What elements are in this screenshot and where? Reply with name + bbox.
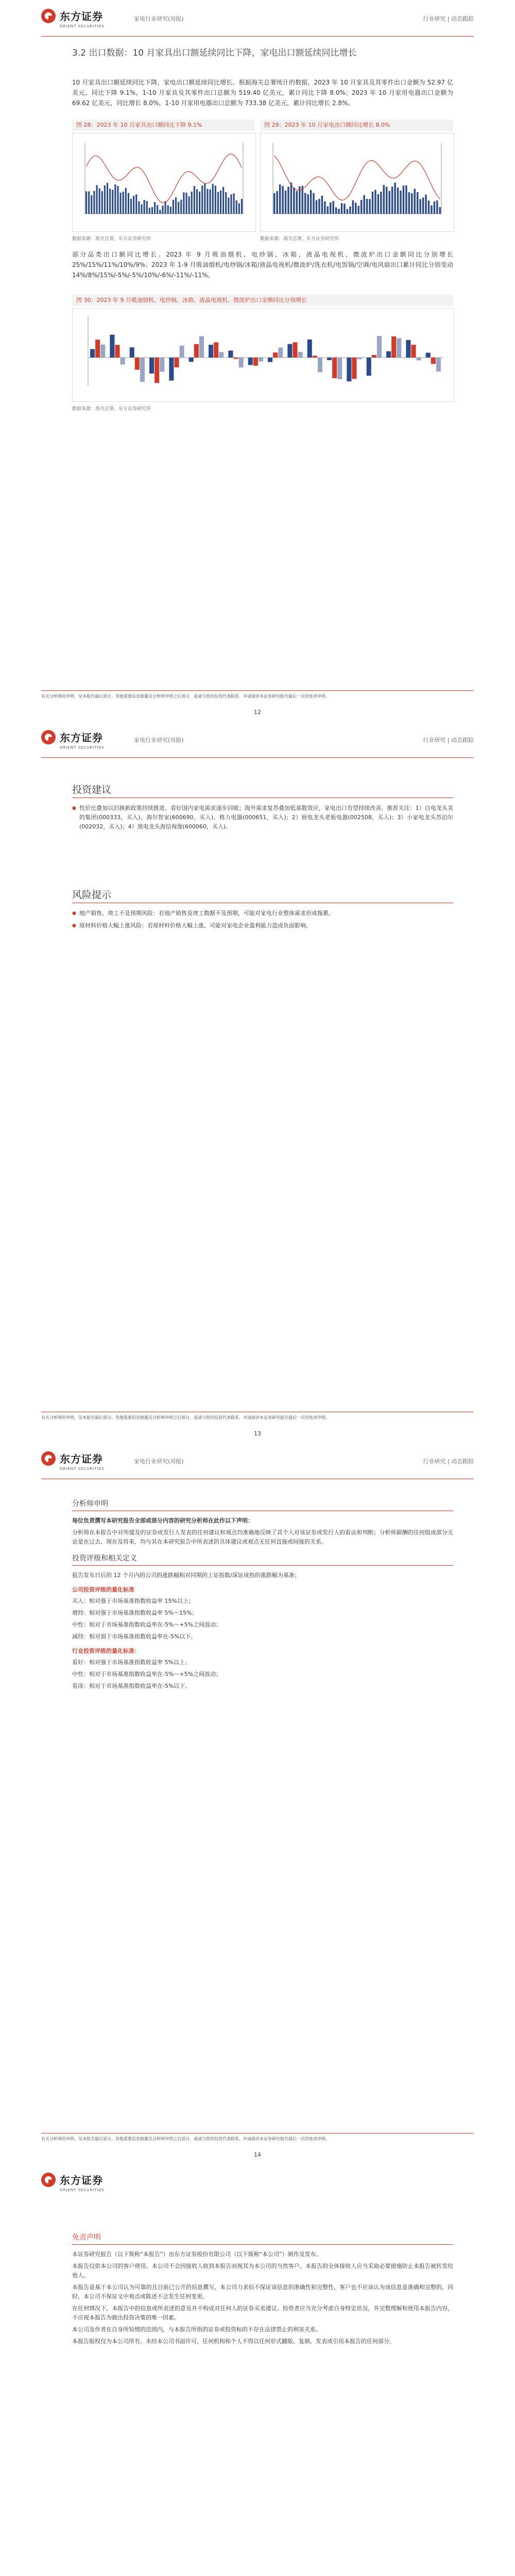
bar bbox=[377, 194, 379, 214]
header-title: 家电行业研究(周报) bbox=[134, 15, 184, 22]
bar bbox=[165, 201, 166, 214]
footer-note: 有关分析师的申明，见本报告最后部分。其他重要信息披露见分析师申明之后部分，或请与您的投资代表联系。并请阅读本证券研究报告最后一页的免责申明。 bbox=[41, 694, 330, 699]
bar bbox=[130, 199, 132, 214]
bar bbox=[374, 190, 376, 214]
heading-rule bbox=[72, 2244, 453, 2245]
bar bbox=[180, 346, 184, 358]
heading-rule bbox=[72, 1565, 453, 1566]
source-note: 数据来源：海关总署，东方证券研究所 bbox=[260, 236, 339, 242]
bar bbox=[304, 193, 306, 214]
bar bbox=[196, 189, 198, 214]
bar bbox=[391, 336, 396, 358]
bar bbox=[302, 186, 303, 214]
bar bbox=[285, 191, 286, 214]
bar bbox=[178, 202, 179, 214]
bar bbox=[406, 340, 410, 358]
grouped-bar-chart bbox=[73, 309, 454, 401]
bar bbox=[419, 199, 421, 214]
chart-appliance-export bbox=[260, 133, 454, 232]
heading-company-rating: 公司投资评级的量化标准 bbox=[72, 1586, 134, 1593]
bar bbox=[100, 345, 105, 358]
bar bbox=[259, 358, 263, 362]
disclaimer-block bbox=[72, 2226, 453, 2349]
bar bbox=[173, 200, 174, 214]
bar bbox=[405, 185, 407, 214]
header-subtitle: 行业研究 | 动态跟踪 bbox=[423, 1458, 474, 1465]
bar bbox=[436, 358, 441, 371]
bar bbox=[279, 184, 281, 214]
bar bbox=[170, 207, 171, 214]
bar bbox=[85, 191, 87, 214]
bar bbox=[436, 200, 438, 214]
page-number: 12 bbox=[254, 709, 261, 716]
bar bbox=[431, 206, 432, 214]
bar bbox=[330, 202, 331, 214]
paragraph: 10 月家具出口额延续同比下降，家电出口额延续同比增长。根据海关总署统计的数据，2023 年 10 月家具及其零件出口金额为 52.97 亿美元，同比下降 9.1%，1-10 月家具及其零件出口总额为 519.40 亿美元，累计同比下降 8.0%；2023 年 10 月家用电器出口金额为 69.62 亿美元，同比增长 8.0%，1-10 月家用电器出口总额为 733.38 亿美元，累计同比增长 2.8%。 bbox=[72, 79, 453, 107]
bar bbox=[180, 200, 182, 214]
logo-icon bbox=[41, 730, 56, 744]
bar bbox=[241, 199, 243, 214]
bar bbox=[344, 204, 345, 214]
bar bbox=[307, 340, 312, 358]
bar bbox=[352, 358, 356, 379]
company-rating-buy: 买入：相对强于市场基准指数收益率 15%以上； bbox=[72, 1598, 194, 1604]
disclaimer-para: 本报告是基于本公司认为可靠的且目前已公开的信息撰写，本公司力求但不保证该信息的准确性和完整性，客户也不应该认为该信息是准确和完整的。同时，本公司不保证文中观点或陈述不会发生任何变更。 bbox=[72, 2284, 453, 2300]
figure-caption: 图 29：2023 年 10 月家电出口额同比增长 8.0% bbox=[260, 120, 453, 131]
page-13 bbox=[0, 721, 515, 1443]
risk-item: ● 原材料价格大幅上涨风险：若原材料价格大幅上涨，可能对家电企业盈利能力造成负面影响。 bbox=[72, 921, 453, 930]
bar bbox=[107, 183, 108, 214]
bar bbox=[394, 182, 396, 214]
bar bbox=[238, 203, 240, 214]
bar bbox=[109, 189, 111, 214]
bar bbox=[377, 336, 382, 358]
heading-industry-rating: 行业投资评级的量化标准： bbox=[72, 1648, 140, 1654]
bar bbox=[219, 352, 224, 358]
bar bbox=[125, 188, 127, 214]
bar bbox=[273, 193, 275, 214]
bar bbox=[225, 192, 227, 214]
bar bbox=[391, 187, 393, 214]
heading-disclaimer: 免责声明 bbox=[72, 2233, 101, 2242]
bar bbox=[93, 191, 95, 214]
bar bbox=[357, 358, 362, 359]
bar bbox=[307, 194, 308, 214]
bar bbox=[248, 358, 253, 365]
page-number: 13 bbox=[254, 1430, 261, 1437]
bar bbox=[417, 192, 418, 214]
bar bbox=[372, 355, 376, 358]
bar bbox=[138, 201, 140, 214]
bar bbox=[174, 358, 179, 367]
bar bbox=[414, 189, 416, 214]
industry-rating-under: 看淡：相对于市场基准指数收益率在-5%以下。 bbox=[72, 1683, 191, 1689]
chart-furniture-export bbox=[72, 133, 256, 232]
logo: 东方证券 ORIENT SECURITIES bbox=[41, 8, 105, 28]
heading-rating: 投资评级和相关定义 bbox=[72, 1554, 137, 1563]
company-rating-reduce: 减持：相对弱于市场基准指数收益率在-5%以下。 bbox=[72, 1633, 197, 1640]
header-subtitle: 行业研究 | 动态跟踪 bbox=[423, 737, 474, 743]
bar bbox=[422, 197, 424, 214]
bar bbox=[276, 191, 278, 214]
bar bbox=[130, 347, 134, 358]
bar bbox=[318, 358, 322, 372]
header-subtitle: 行业研究 | 动态跟踪 bbox=[423, 15, 474, 22]
bar bbox=[400, 191, 401, 214]
bar bbox=[327, 358, 332, 360]
bar bbox=[91, 195, 92, 214]
disclaimer-para: 本证券研究报告（以下简称“本报告”）由东方证券股份有限公司（以下简称“本公司”）制作及发布。 bbox=[72, 2251, 322, 2258]
bar bbox=[338, 209, 339, 214]
logo: 东方证券 ORIENT SECURITIES bbox=[41, 1451, 105, 1471]
bar bbox=[101, 191, 103, 214]
bar bbox=[332, 201, 334, 214]
bar bbox=[209, 345, 213, 358]
bar bbox=[253, 358, 258, 366]
invest-block bbox=[72, 804, 453, 835]
bar bbox=[298, 352, 303, 358]
logo: 东方证券 ORIENT SECURITIES bbox=[41, 2172, 105, 2192]
page-12 bbox=[0, 0, 515, 721]
bar bbox=[408, 192, 410, 214]
bar bbox=[222, 187, 224, 214]
footer-note: 有关分析师的申明，见本报告最后部分。其他重要信息披露见分析师申明之后部分，或请与您的投资代表联系。并请阅读本证券研究报告最后一页的免责申明。 bbox=[41, 1415, 330, 1420]
page-header bbox=[41, 1443, 474, 1479]
section-title: 3.2 出口数据：10 月家具出口额延续同比下降，家电出口额延续同比增长 bbox=[72, 48, 357, 58]
bar bbox=[316, 200, 317, 214]
disclaimer-para: 本报告仅供本公司的客户使用。本公司不会因接收人收到本报告而视其为本公司的当然客户。本报告的全体接收人应当采取必要措施防止本报告被转发给他人。 bbox=[72, 2263, 453, 2279]
bar bbox=[366, 199, 368, 214]
bar bbox=[204, 183, 205, 214]
bar bbox=[335, 208, 337, 214]
bar bbox=[135, 194, 137, 214]
bar bbox=[188, 196, 190, 214]
bar bbox=[332, 358, 337, 378]
logo-icon bbox=[41, 1451, 56, 1466]
bar-line-chart bbox=[73, 133, 255, 231]
page-15 bbox=[0, 2164, 515, 2576]
bar bbox=[169, 358, 174, 381]
bar bbox=[287, 187, 289, 214]
bar bbox=[369, 199, 370, 214]
bar bbox=[425, 195, 426, 214]
bar bbox=[324, 201, 325, 214]
logo: 东方证券 ORIENT SECURITIES bbox=[41, 730, 105, 750]
bar bbox=[347, 358, 351, 381]
bar bbox=[128, 193, 129, 214]
page-14 bbox=[0, 1443, 515, 2164]
bar bbox=[133, 196, 134, 214]
bar bbox=[191, 192, 193, 214]
bar bbox=[367, 358, 371, 376]
company-rating-add: 增持：相对强于市场基准指数收益率 5%～15%； bbox=[72, 1609, 198, 1616]
page-number: 14 bbox=[254, 2151, 261, 2158]
bar bbox=[434, 201, 435, 214]
bar bbox=[321, 196, 323, 214]
bar bbox=[327, 206, 329, 214]
bar-line-chart bbox=[261, 133, 454, 231]
heading-invest: 投资建议 bbox=[72, 784, 112, 795]
bar bbox=[159, 210, 161, 214]
bar bbox=[318, 199, 320, 214]
bar bbox=[167, 205, 169, 214]
heading-risk: 风险提示 bbox=[72, 889, 112, 901]
analyst-lead: 每位负责撰写本研究报告全部或部分内容的研究分析师在此作以下声明： bbox=[72, 1517, 253, 1524]
bar bbox=[215, 185, 216, 214]
bar bbox=[220, 191, 221, 214]
risk-block bbox=[72, 909, 453, 934]
bar bbox=[135, 358, 140, 370]
bar bbox=[121, 358, 125, 365]
paragraph: 部分品类出口额同比增长。2023 年 9 月吸油烟机、电炒锅、冰箱、液晶电视机、微波炉出口金额同比分别增长 25%/15%/11%/10%/9%；2023 年 1-9 月吸油烟机/电炒锅/冰箱/液晶电视机/微波炉/洗衣机/电饭锅/空调/电风扇出口累计同比分别变动 14%/8%/15%/-5%/-5%/10%/-6%/-11%/-11%。 bbox=[72, 251, 453, 279]
bar bbox=[151, 207, 153, 214]
bar bbox=[293, 342, 297, 358]
chart-category-export bbox=[72, 308, 454, 402]
bar bbox=[123, 192, 124, 214]
logo-icon bbox=[41, 9, 56, 23]
industry-rating-neutral: 中性：相对于市场基准指数收益率在-5%～+5%之间波动； bbox=[72, 1671, 222, 1677]
bar bbox=[88, 191, 90, 214]
bar bbox=[388, 191, 390, 214]
bar bbox=[212, 184, 214, 214]
bar bbox=[141, 205, 142, 214]
bar bbox=[273, 352, 278, 358]
bar bbox=[95, 340, 100, 358]
disclaimer-para: 本公司及作者在自身所知情的范围内，与本报告所指的证券或投资标的不存在法律禁止的利害关系。 bbox=[72, 2326, 321, 2333]
bar bbox=[233, 193, 235, 214]
page-header bbox=[41, 2164, 474, 2200]
company-rating-hold: 中性：相对于市场基准指数收益率在-5%～+5%之间波动； bbox=[72, 1621, 222, 1628]
bar bbox=[426, 353, 431, 358]
bar bbox=[358, 206, 359, 214]
bar bbox=[96, 185, 97, 214]
bar bbox=[140, 358, 145, 382]
bar bbox=[349, 207, 351, 214]
bar bbox=[183, 192, 184, 214]
bar bbox=[104, 185, 106, 214]
bar bbox=[236, 200, 237, 214]
bar bbox=[112, 190, 113, 214]
bar bbox=[278, 348, 283, 358]
bar bbox=[149, 208, 150, 214]
bar bbox=[146, 201, 148, 214]
bar bbox=[372, 192, 373, 214]
bar bbox=[293, 188, 295, 214]
bar bbox=[228, 198, 229, 214]
bar bbox=[117, 186, 118, 214]
bar bbox=[99, 188, 100, 214]
bar bbox=[90, 349, 95, 358]
bar bbox=[363, 195, 365, 214]
bar bbox=[114, 184, 116, 214]
rating-intro: 报告发布日后的 12 个月内的公司的涨跌幅相对同期的上证指数/深证成指的涨跌幅为基准； bbox=[72, 1572, 300, 1579]
bar bbox=[194, 344, 199, 358]
bar bbox=[411, 345, 416, 358]
bar bbox=[233, 358, 238, 359]
bar bbox=[160, 358, 164, 372]
bar bbox=[403, 185, 404, 214]
page-header bbox=[41, 0, 474, 37]
bar bbox=[383, 185, 385, 214]
industry-rating-over: 看好：相对强于市场基准指数收益率 5%以上； bbox=[72, 1659, 191, 1666]
bar bbox=[431, 358, 436, 364]
bar bbox=[110, 335, 114, 358]
bar bbox=[268, 358, 272, 362]
bar bbox=[189, 358, 194, 362]
analyst-text: 分析师在本报告中对所提及的证券或发行人发表的任何建议和观点均准确地反映了其个人对该证券或发行人的看法和判断；分析师薪酬的任何组成部分无论是在过去、现在及将来，均与其在本研究报告中所表述的具体建议或观点无任何直接或间接的关系。 bbox=[72, 1529, 453, 1545]
bar bbox=[199, 336, 204, 358]
figure-caption: 图 30：2023 年 9 月吸油烟机、电炒锅、冰箱、液晶电视机、微波炉出口金额同比分别增长 bbox=[72, 295, 453, 306]
source-note: 数据来源：海关总署，东方证券研究所 bbox=[72, 406, 151, 412]
bar bbox=[428, 200, 430, 214]
source-note: 数据来源：海关总署，东方证券研究所 bbox=[72, 236, 151, 242]
bar bbox=[230, 194, 232, 214]
logo-icon bbox=[41, 2173, 56, 2187]
bar bbox=[313, 355, 317, 358]
bar bbox=[239, 358, 244, 367]
bar bbox=[228, 350, 233, 358]
bar bbox=[162, 206, 163, 214]
disclaimer-para: 在任何情况下，本报告中的信息或所表述的意见并不构成对任何人的证券买卖建议。投资者应当充分考虑自身特定状况，并完整理解和使用本报告内容，不应视本报告为做出投资决策的唯一因素。 bbox=[72, 2305, 453, 2321]
bar bbox=[175, 197, 177, 214]
invest-text: ● 性价比叠加以旧换新政策持续推进，看好国内家电需求逐步回暖；海外需求复苏叠加低基数效应，家电出口有望持续改善。推荐关注：1）白电龙头美的集团(000333，买入)、海尔智家(600690，买入)、格力电器(000651，买入)；2）厨电龙头老板电器(002508，买入)；3）小家电龙头苏泊尔(002032，买入)；4）黑电龙头海信视像(600060，买入)。 bbox=[72, 804, 453, 832]
bar bbox=[209, 189, 211, 214]
bar bbox=[199, 192, 200, 214]
bar bbox=[282, 186, 283, 214]
bar bbox=[347, 209, 348, 214]
bar bbox=[201, 185, 203, 214]
disclaimer-para: 本报告版权仅为本公司所有。未经本公司书面许可，任何机构和个人不得以任何形式翻版、复制、发表或引用本报告的任何部分。 bbox=[72, 2338, 395, 2345]
bar bbox=[352, 200, 354, 214]
bar bbox=[360, 200, 362, 214]
bar bbox=[397, 338, 401, 358]
bar bbox=[157, 205, 158, 214]
page-header bbox=[41, 721, 474, 758]
bar bbox=[397, 188, 399, 214]
bar bbox=[380, 192, 382, 214]
bar bbox=[120, 193, 122, 214]
bar bbox=[337, 358, 342, 379]
bar bbox=[154, 202, 156, 214]
bar bbox=[214, 342, 218, 358]
bar bbox=[386, 351, 391, 358]
bar bbox=[310, 190, 312, 214]
bar bbox=[217, 192, 219, 214]
bar bbox=[439, 207, 441, 214]
heading-analyst: 分析师申明 bbox=[72, 1500, 108, 1508]
bar bbox=[355, 202, 356, 214]
analyst-block bbox=[72, 1492, 453, 1693]
bar bbox=[194, 186, 195, 214]
bar bbox=[115, 345, 119, 358]
header-title: 家电行业研究(周报) bbox=[134, 737, 184, 743]
bar bbox=[185, 193, 187, 214]
bar bbox=[386, 187, 387, 214]
bar bbox=[287, 344, 292, 358]
bar bbox=[296, 191, 298, 214]
bar bbox=[341, 203, 342, 214]
bar bbox=[149, 358, 154, 374]
header-title: 家电行业研究(周报) bbox=[134, 1458, 184, 1465]
bar bbox=[417, 358, 421, 361]
bar bbox=[290, 182, 292, 214]
bar bbox=[313, 193, 314, 214]
bar bbox=[411, 193, 413, 214]
bar bbox=[207, 189, 208, 214]
bar bbox=[144, 200, 145, 214]
bar bbox=[154, 358, 159, 383]
risk-item: ● 地产销售、竣工不及预期风险：若地产销售及竣工数据不及预期，可能对家电行业整体需求形成拖累。 bbox=[72, 909, 453, 918]
footer-note: 有关分析师的申明，见本报告最后部分。其他重要信息披露见分析师申明之后部分，或请与您的投资代表联系。并请阅读本证券研究报告最后一页的免责申明。 bbox=[41, 2137, 330, 2141]
figure-caption: 图 28：2023 年 10 月家具出口额同比下降 9.1% bbox=[72, 120, 255, 131]
footer-rule bbox=[41, 690, 474, 691]
